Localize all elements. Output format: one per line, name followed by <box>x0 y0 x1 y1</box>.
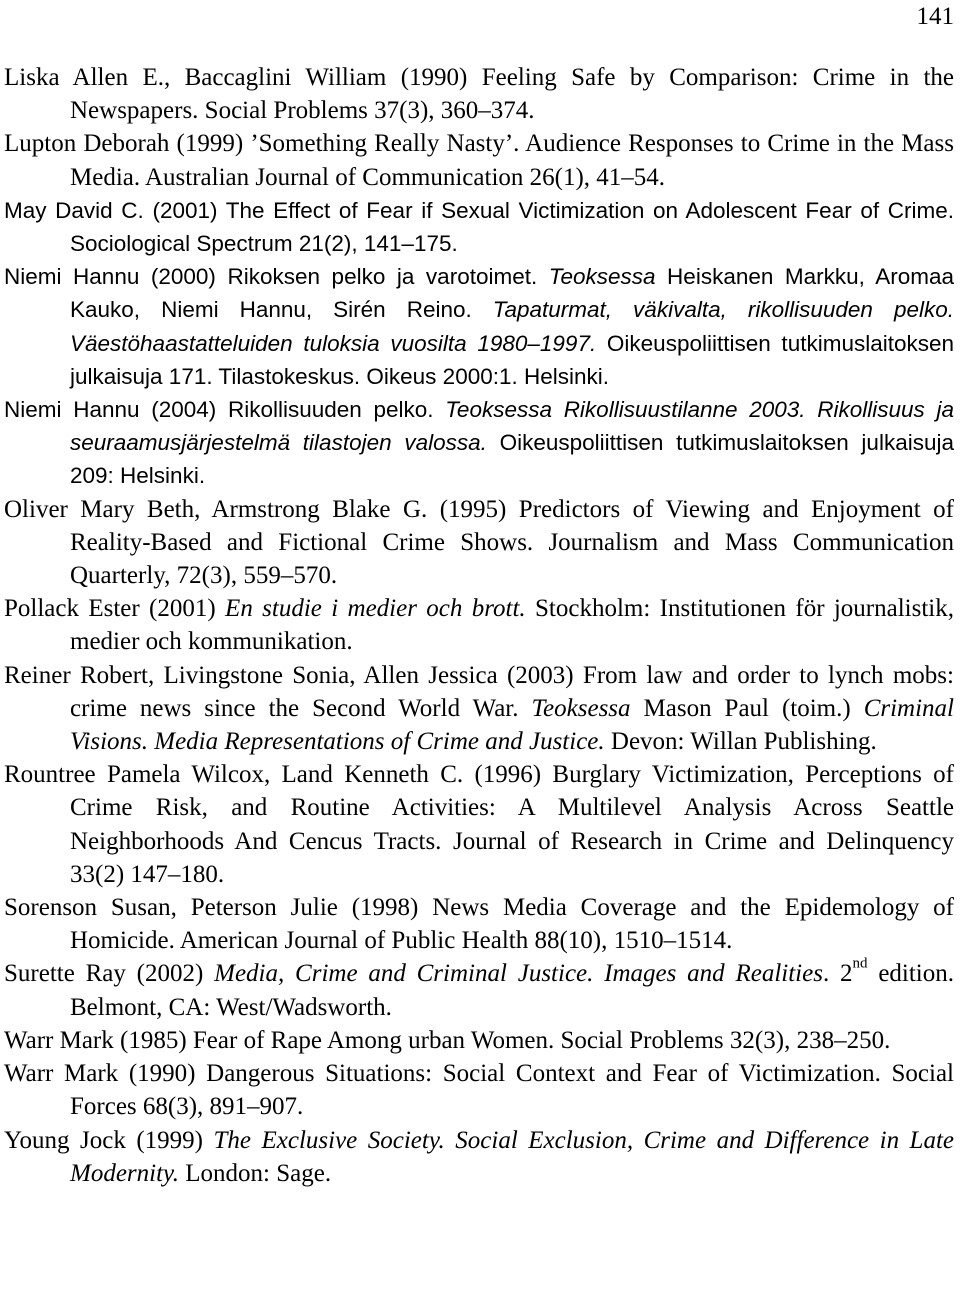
reference-text: Lupton Deborah (1999) ’Something Really Nasty’. Audience Responses to Crime in the Mass Media. Australian Journal of Communication 26(1), 41–54. <box>4 130 954 191</box>
reference-entry <box>4 260 954 393</box>
reference-text: Warr Mark (1990) Dangerous Situations: Social Context and Fear of Victimization. Social Forces 68(3), 891–907. <box>4 1060 954 1121</box>
reference-text: Oikeuspoliittisen tutkimuslaitoksen julkaisuja 209: Helsinki. <box>70 430 954 489</box>
reference-list <box>4 61 954 1190</box>
reference-text: Pollack Ester (2001) <box>4 595 226 623</box>
italic-text: The Exclusive Society. Social Exclusion, Crime and Difference in Late Modernity. <box>70 1126 955 1187</box>
reference-text: May David C. (2001) The Effect of Fear if Sexual Victimization on Adolescent Fear of Crime. Sociological Spectrum 21(2), 141–175. <box>4 197 954 257</box>
reference-text: Young Jock (1999) <box>4 1126 214 1154</box>
reference-entry <box>4 659 954 759</box>
reference-text: Oikeuspoliittisen tutkimuslaitoksen julkaisuja 171. Tilastokeskus. Oikeus 2000:1. Helsinki. <box>70 330 955 389</box>
reference-text: Stockholm: Institutionen för journalistik, medier och kommunikation. <box>70 595 954 656</box>
reference-entry <box>4 891 954 957</box>
superscript-text: nd <box>852 955 868 972</box>
reference-text: Liska Allen E., Baccaglini William (1990) Feeling Safe by Comparison: Crime in the Newspapers. Social Problems 37(3), 360–374. <box>4 64 954 125</box>
reference-entry <box>4 592 954 658</box>
reference-text: . 2 <box>822 960 853 988</box>
reference-text: Heiskanen Markku, Aromaa Kauko, Niemi Hannu, Sirén Reino. <box>70 264 955 323</box>
italic-text: Teoksessa <box>531 694 631 722</box>
reference-text: Rountree Pamela Wilcox, Land Kenneth C. (1996) Burglary Victimization, Perceptions of Crime Risk, and Routine Activities: A Multilevel Analysis Across Seattle Neighborhoods And Cencus Tracts. Journal of Research in Crime and Delinquency 33(2) 147–180. <box>4 761 954 888</box>
reference-text: Mason Paul (toim.) <box>630 694 864 722</box>
reference-entry <box>4 127 954 193</box>
reference-entry <box>4 61 954 127</box>
italic-text: Teoksessa <box>548 264 656 290</box>
reference-text: edition. Belmont, CA: West/Wadsworth. <box>70 960 954 1021</box>
reference-entry <box>4 1124 954 1190</box>
reference-entry <box>4 758 954 891</box>
italic-text: Media, Crime and Criminal Justice. Images and Realities <box>214 960 823 988</box>
reference-entry <box>4 393 954 493</box>
reference-text: Devon: Willan Publishing. <box>604 728 877 756</box>
reference-text: Sorenson Susan, Peterson Julie (1998) News Media Coverage and the Epidemology of Homicide. American Journal of Public Health 88(10), 1510–1514. <box>4 894 954 955</box>
italic-text: Tapaturmat, väkivalta, rikollisuuden pelko. Väestöhaastatteluiden tuloksia vuosilta 1980–1997. <box>70 297 954 356</box>
reference-text: Niemi Hannu (2004) Rikollisuuden pelko. <box>4 397 446 423</box>
page-number: 141 <box>916 3 954 30</box>
reference-entry <box>4 493 954 593</box>
italic-text: Criminal Visions. Media Representations of Crime and Justice. <box>70 694 954 756</box>
reference-entry <box>4 1024 954 1057</box>
reference-text: Niemi Hannu (2000) Rikoksen pelko ja varotoimet. <box>4 264 549 290</box>
reference-text: Oliver Mary Beth, Armstrong Blake G. (1995) Predictors of Viewing and Enjoyment of Reality-Based and Fictional Crime Shows. Journalism and Mass Communication Quarterly, 72(3), 559–570. <box>4 495 954 590</box>
reference-entry <box>4 1057 954 1123</box>
reference-entry <box>4 957 954 1023</box>
reference-text: Reiner Robert, Livingstone Sonia, Allen Jessica (2003) From law and order to lynch mobs: crime news since the Second World War. <box>4 661 954 722</box>
reference-text: London: Sage. <box>179 1159 332 1187</box>
italic-text: Teoksessa Rikollisuustilanne 2003. Rikollisuus ja seuraamusjärjestelmä tilastojen valossa. <box>70 397 954 456</box>
reference-text: Surette Ray (2002) <box>4 960 215 988</box>
reference-entry <box>4 194 954 260</box>
italic-text: En studie i medier och brott. <box>225 595 526 623</box>
reference-text: Warr Mark (1985) Fear of Rape Among urban Women. Social Problems 32(3), 238–250. <box>4 1026 891 1054</box>
